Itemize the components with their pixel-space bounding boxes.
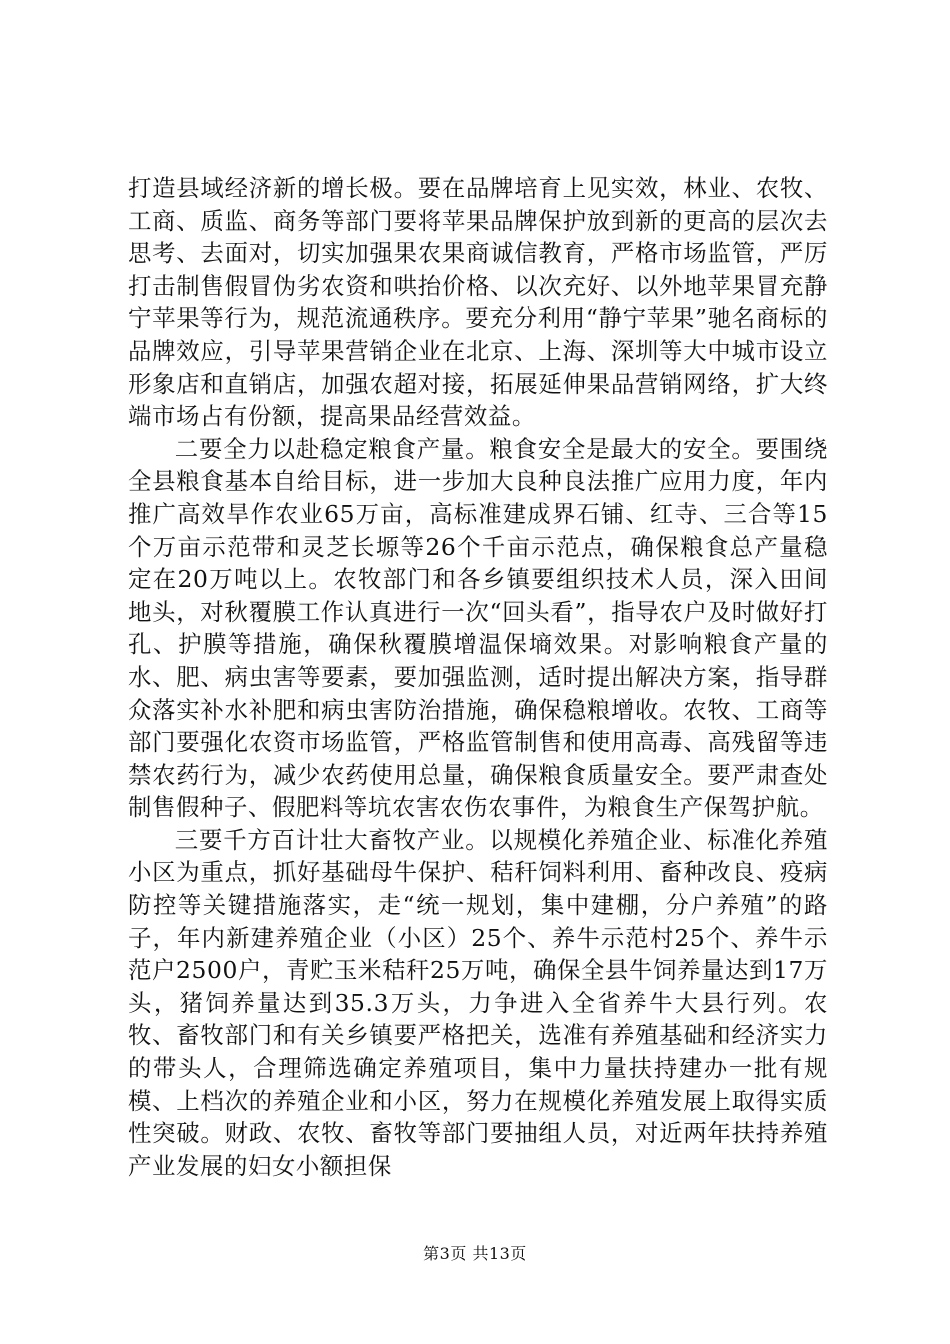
paragraph-2: 二要全力以赴稳定粮食产量。粮食安全是最大的安全。要围绕全县粮食基本自给目标，进一步加大良种良法推广应用力度，年内推广高效旱作农业65万亩，高标准建成界石铺、红寺、三合等15个万亩示范带和灵芝长塬等26个千亩示范点，确保粮食总产量稳定在20万吨以上。农牧部门和各乡镇要组织技术人员，深入田间地头，对秋覆膜工作认真进行一次“回头看”，指导农户及时做好打孔、护膜等措施，确保秋覆膜增温保墒效果。对影响粮食产量的水、肥、病虫害等要素，要加强监测，适时提出解决方案，指导群众落实补水补肥和病虫害防治措施，确保稳粮增收。农牧、工商等部门要强化农资市场监管，严格监管制售和使用高毒、高残留等违禁农药行为，减少农药使用总量，确保粮食质量安全。要严肃查处制售假种子、假肥料等坑农害农伤农事件，为粮食生产保驾护航。 [128,434,828,822]
paragraph-1: 打造县域经济新的增长极。要在品牌培育上见实效，林业、农牧、工商、质监、商务等部门要将苹果品牌保护放到新的更高的层次去思考、去面对，切实加强果农果商诚信教育，严格市场监管，严厉打击制售假冒伪劣农资和哄抬价格、以次充好、以外地苹果冒充静宁苹果等行为，规范流通秩序。要充分利用“静宁苹果”驰名商标的品牌效应，引导苹果营销企业在北京、上海、深圳等大中城市设立形象店和直销店，加强农超对接，拓展延伸果品营销网络，扩大终端市场占有份额，提高果品经营效益。 [128,174,828,431]
page-footer: 第3页 共13页 [423,1244,527,1263]
paragraph-3: 三要千方百计壮大畜牧产业。以规模化养殖企业、标准化养殖小区为重点，抓好基础母牛保护、秸秆饲料利用、畜种改良、疫病防控等关键措施落实，走“统一规划，集中建棚，分户养殖”的路子，年内新建养殖企业（小区）25个、养牛示范村25个、养牛示范户2500户，青贮玉米秸秆25万吨，确保全县牛饲养量达到17万头，猪饲养量达到35.3万头，力争进入全省养牛大县行列。农牧、畜牧部门和有关乡镇要严格把关，选准有养殖基础和经济实力的带头人，合理筛选确定养殖项目，集中力量扶持建办一批有规模、上档次的养殖企业和小区，努力在规模化养殖发展上取得实质性突破。财政、农牧、畜牧等部门要抽组人员，对近两年扶持养殖产业发展的妇女小额担保 [128,825,828,1180]
document-body [128,172,828,1182]
